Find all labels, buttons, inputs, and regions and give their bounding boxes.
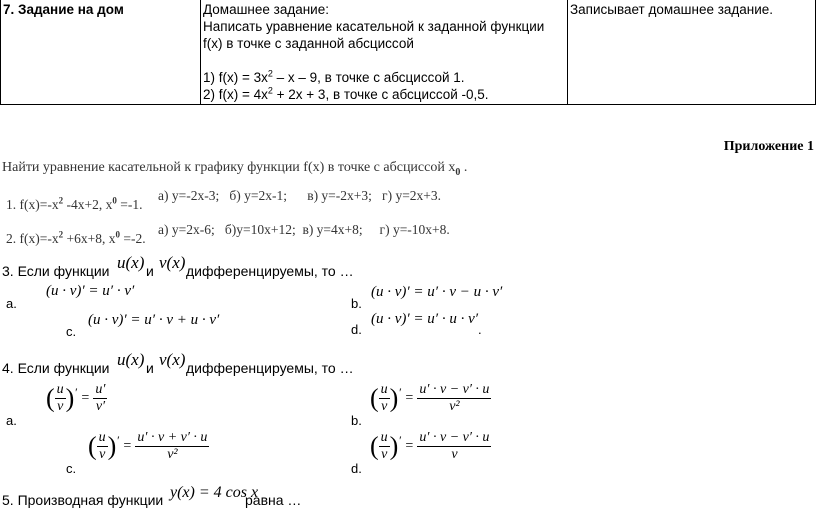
homework-task: Написать уравнение касательной к заданной функции f(x) в точке с заданной абсциссой	[203, 19, 545, 51]
q4-and: и	[146, 360, 154, 376]
q3-option-a-label: а.	[6, 296, 17, 311]
q4-option-c-label: с.	[66, 461, 77, 476]
q3-option-b-formula: (u · v)′ = u′ · v − u · v′	[371, 284, 503, 300]
q4-option-d-formula: ( $\frac{u}{v}$ )′ = $\frac{u' \cdot v - v' \cdot u}{v}$	[370, 430, 490, 462]
q4-option-a-label: а.	[6, 413, 17, 428]
q4-option-b-label: b.	[351, 413, 362, 428]
q4-option-a-formula: ( $\frac{u}{v}$ )′ = $\frac{u'}{v'}$	[46, 382, 106, 414]
q3-option-b-label: b.	[351, 296, 362, 311]
q4-u: u(x)	[117, 350, 145, 369]
q3-option-d-formula: (u · v)′ = u′ · u · v′	[371, 311, 479, 327]
homework-title: Домашнее задание:	[203, 2, 329, 17]
appendix-instruction: Найти уравнение касательной к графику функции f(x) в точке с абсциссой $x_0$ .	[2, 160, 468, 178]
q4-option-c-formula: ( $\frac{u}{v}$ )′ = $\frac{u' \cdot v + v' \cdot u}{\text{v²}}$	[88, 430, 208, 462]
q4-tail: дифференцируемы, то …	[186, 360, 354, 376]
q3-tail: дифференцируемы, то …	[186, 263, 354, 279]
student-activity: Записывает домашнее задание.	[570, 2, 774, 17]
exercise-2-answers: а) y=2x-6; б)y=10x+12; в) y=4x+8; г) y=-10x+8.	[158, 222, 450, 237]
exercise-2: 2. $f(x)=-x^2 +6x+8$, $x^0 =-2$.	[6, 229, 146, 246]
stage-cell	[1, 0, 201, 105]
q5-lead: 5. Производная функции	[2, 492, 164, 508]
q3-lead: 3. Если функции	[2, 263, 110, 279]
q4-option-b-formula: ( $\frac{u}{v}$ )′ = $\frac{u' \cdot v - v' \cdot u}{\text{v²}}$	[370, 382, 490, 414]
table-row	[1, 0, 816, 105]
q3-option-c-label: с.	[66, 324, 77, 339]
q3-and: и	[146, 263, 154, 279]
appendix-title: Приложение 1	[723, 139, 814, 154]
q4-lead: 4. Если функции	[2, 360, 110, 376]
homework-item-1: 1) $f(x) = 3x^2 - x - 9$, в точке с абсциссой 1.	[203, 68, 465, 85]
stage-title: 7. Задание на дом	[3, 2, 124, 17]
content-cell	[201, 0, 568, 105]
q5-tail: равна …	[245, 492, 302, 508]
q3-option-a-formula: (u · v)′ = u′ · v′	[46, 283, 135, 299]
exercise-1: 1. $f(x)=-x^2$ -4x+2, $x^0 =-1$.	[6, 195, 143, 212]
q5-formula: y(x) = 4 cos x	[170, 484, 259, 501]
q4-option-d-label: d.	[351, 461, 362, 476]
q3-v: v(x)	[159, 253, 186, 272]
homework-table	[0, 0, 816, 105]
q3-u: u(x)	[117, 253, 145, 272]
homework-item-2: 2) $f(x) = 4x^2 + 2x + 3$, в точке с абсциссой -0,5.	[203, 85, 489, 102]
student-cell	[568, 0, 816, 105]
q3-option-c-formula: (u · v)′ = u′ · v + u · v′	[88, 312, 220, 328]
q4-v: v(x)	[159, 350, 186, 369]
q3-option-d-dot: .	[478, 322, 482, 337]
exercise-1-answers: а) y=-2x-3; б) y=2x-1; в) y=-2x+3; г) y=2x+3.	[158, 188, 442, 203]
q3-option-d-label: d.	[351, 322, 362, 337]
